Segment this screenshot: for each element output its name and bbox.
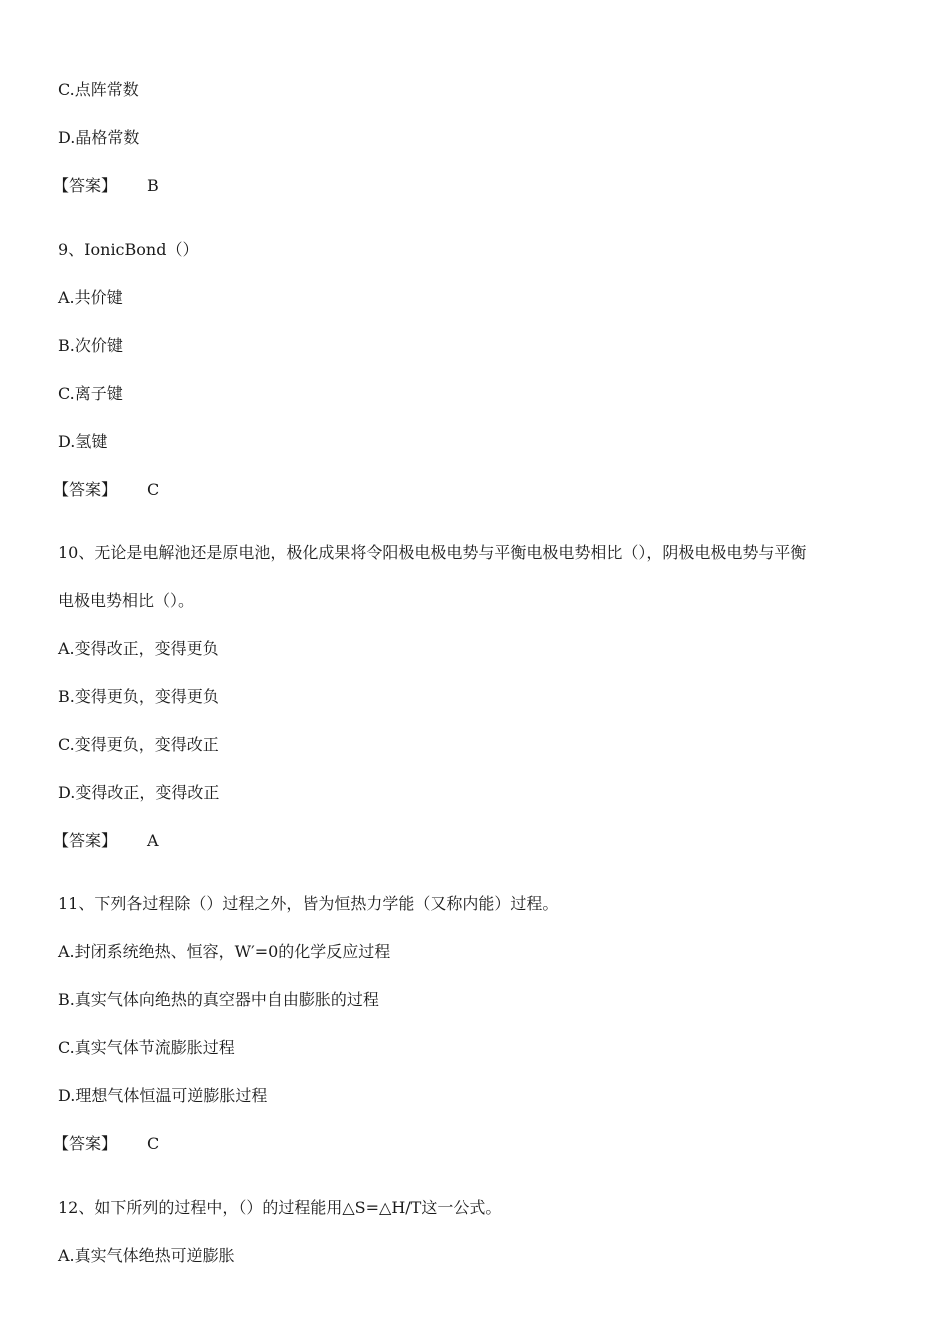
q8-option-d: D.晶格常数: [58, 128, 140, 147]
answer-value: C: [147, 1134, 160, 1153]
answer-label: 【答案】: [53, 480, 118, 499]
q10-option-a: A.变得改正，变得更负: [58, 639, 219, 658]
answer-label: 【答案】: [53, 831, 118, 850]
q9-option-c: C.离子键: [58, 384, 123, 403]
q9-answer: [53, 480, 159, 500]
q8-option-c: C.点阵常数: [58, 80, 139, 99]
q10-question-line1: 10、无论是电解池还是原电池，极化成果将令阳极电极电势与平衡电极电势相比（），阴极电极电势与平衡: [58, 543, 807, 562]
q11-option-a: A.封闭系统绝热、恒容，W′=0的化学反应过程: [58, 942, 391, 961]
answer-value: A: [147, 831, 159, 850]
q9-option-b: B.次价键: [58, 336, 123, 355]
answer-label: 【答案】: [53, 1134, 118, 1153]
q8-answer: [53, 176, 159, 196]
q10-answer: [53, 831, 159, 851]
q11-question: 11、下列各过程除（）过程之外，皆为恒热力学能（又称内能）过程。: [58, 894, 559, 913]
q10-option-d: D.变得改正，变得改正: [58, 783, 220, 802]
q9-option-a: A.共价键: [58, 288, 123, 307]
q10-option-b: B.变得更负，变得更负: [58, 687, 219, 706]
q11-answer: [53, 1134, 159, 1154]
answer-value: C: [147, 480, 160, 499]
answer-value: B: [147, 176, 159, 195]
q12-question: 12、如下所列的过程中，（）的过程能用△S=△H/T这一公式。: [58, 1198, 502, 1217]
answer-label: 【答案】: [53, 176, 118, 195]
q12-option-a: A.真实气体绝热可逆膨胀: [58, 1246, 235, 1265]
q11-option-b: B.真实气体向绝热的真空器中自由膨胀的过程: [58, 990, 379, 1009]
q9-option-d: D.氢键: [58, 432, 108, 451]
q9-question: 9、IonicBond（）: [58, 240, 199, 259]
q11-option-d: D.理想气体恒温可逆膨胀过程: [58, 1086, 268, 1105]
q11-option-c: C.真实气体节流膨胀过程: [58, 1038, 235, 1057]
q10-option-c: C.变得更负，变得改正: [58, 735, 219, 754]
q10-question-line2: 电极电势相比（）。: [58, 591, 195, 610]
